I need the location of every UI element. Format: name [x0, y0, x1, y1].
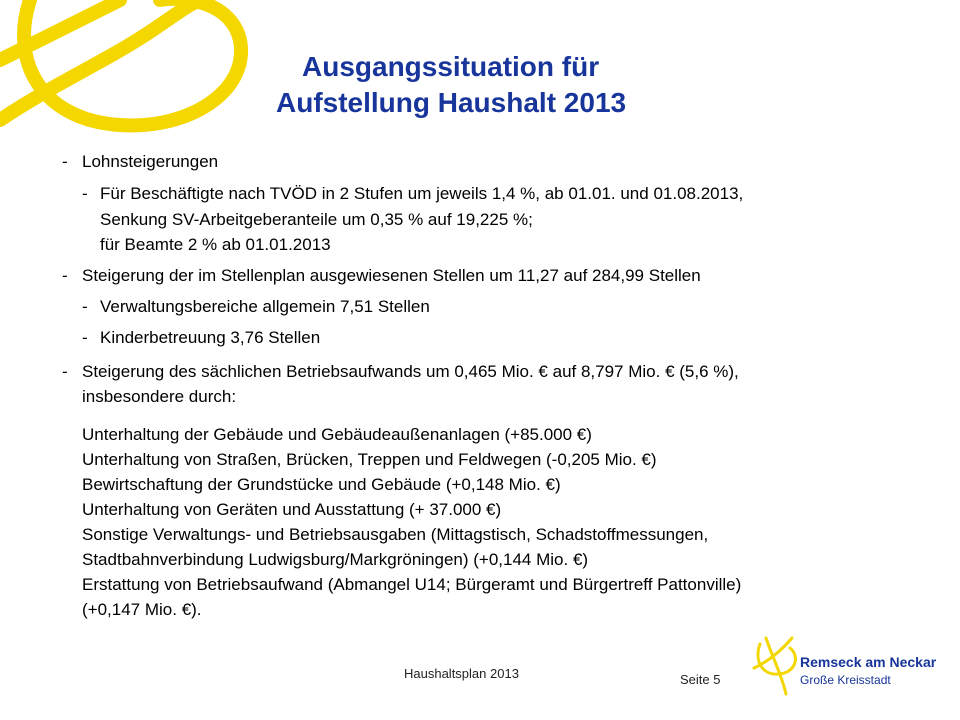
detail-line: Bewirtschaftung der Grundstücke und Gebäude (+0,148 Mio. €): [82, 475, 561, 494]
bullet-dash: -: [82, 184, 88, 203]
detail-line: Erstattung von Betriebsaufwand (Abmangel U14; Bürgeramt und Bürgertreff Pattonville): [82, 575, 742, 594]
page-title: Ausgangssituation für: [302, 51, 600, 82]
sub-item-line: Senkung SV-Arbeitgeberanteile um 0,35 % auf 19,225 %;: [100, 210, 533, 229]
bullet-dash: -: [62, 266, 68, 285]
detail-line: Unterhaltung von Geräten und Ausstattung (+ 37.000 €): [82, 500, 502, 519]
sub-item-line: Kinderbetreuung 3,76 Stellen: [100, 328, 321, 347]
bullet-dash: -: [82, 297, 88, 316]
sub-item-line: Für Beschäftigte nach TVÖD in 2 Stufen um jeweils 1,4 %, ab 01.01. und 01.08.2013,: [100, 184, 744, 203]
bullet-stellen: Steigerung der im Stellenplan ausgewiesenen Stellen um 11,27 auf 284,99 Stellen: [82, 266, 701, 285]
bullet-betriebsaufwand: Steigerung des sächlichen Betriebsaufwands um 0,465 Mio. € auf 8,797 Mio. € (5,6 %),: [82, 362, 739, 381]
bullet-lohnsteigerungen: Lohnsteigerungen: [82, 152, 219, 171]
detail-line: (+0,147 Mio. €).: [82, 600, 202, 619]
detail-line: Unterhaltung der Gebäude und Gebäudeaußenanlagen (+85.000 €): [82, 425, 592, 444]
sub-item-line: Verwaltungsbereiche allgemein 7,51 Stellen: [100, 297, 430, 316]
footer-title: Haushaltsplan 2013: [404, 666, 519, 681]
sub-item-line: für Beamte 2 % ab 01.01.2013: [100, 235, 331, 254]
bullet-dash: -: [62, 152, 68, 171]
detail-line: Sonstige Verwaltungs- und Betriebsausgaben (Mittagstisch, Schadstoffmessungen,: [82, 525, 709, 544]
city-logo-icon: [752, 636, 802, 696]
brand-subtitle: Große Kreisstadt: [800, 673, 891, 687]
page-subtitle: Aufstellung Haushalt 2013: [276, 87, 627, 118]
bullet-dash: -: [62, 362, 68, 381]
detail-line: Stadtbahnverbindung Ludwigsburg/Markgröningen) (+0,144 Mio. €): [82, 550, 589, 569]
page-number: Seite 5: [680, 672, 721, 687]
bullet-dash: -: [82, 328, 88, 347]
bullet-betriebsaufwand-cont: insbesondere durch:: [82, 387, 237, 406]
detail-line: Unterhaltung von Straßen, Brücken, Treppen und Feldwegen (-0,205 Mio. €): [82, 450, 657, 469]
brand-name: Remseck am Neckar: [800, 654, 937, 670]
